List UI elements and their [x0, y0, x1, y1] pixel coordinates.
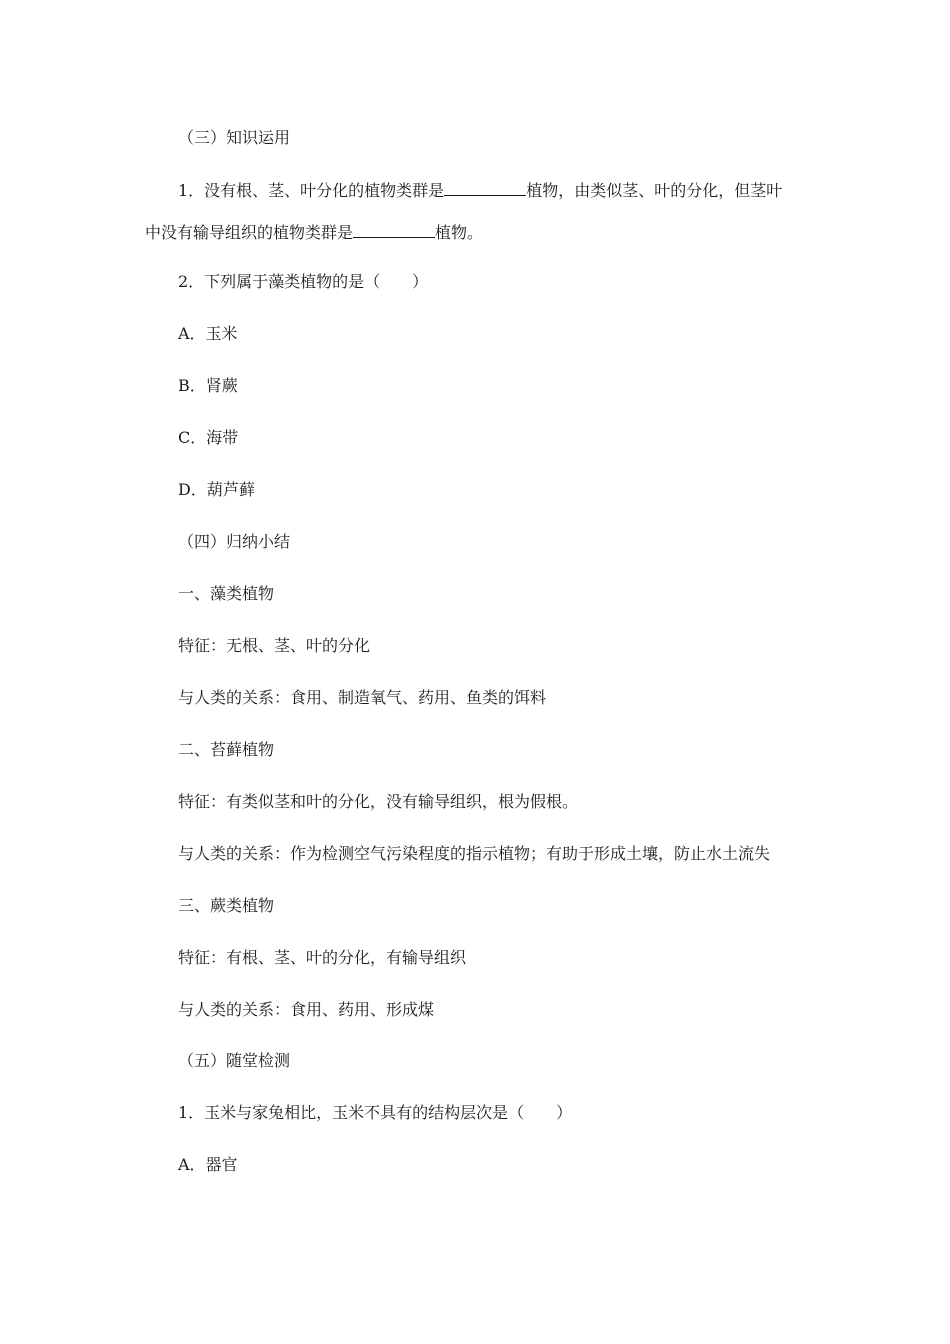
- question-2-option-b: B．肾蕨: [178, 376, 238, 395]
- question-1-line-1: [178, 179, 782, 202]
- section-heading-summary: （四）归纳小结: [178, 532, 291, 551]
- test-question-1: 1．玉米与家兔相比，玉米不具有的结构层次是（ ）: [178, 1103, 573, 1122]
- answer-blank-1[interactable]: [444, 179, 526, 196]
- question-1-text-c: 中没有输导组织的植物类群是: [145, 223, 354, 242]
- fern-relation: 与人类的关系：食用、药用、形成煤: [178, 1000, 435, 1019]
- answer-blank-2[interactable]: [353, 221, 435, 238]
- moss-relation: 与人类的关系：作为检测空气污染程度的指示植物；有助于形成土壤，防止水土流失: [178, 844, 771, 863]
- question-2: 2．下列属于藻类植物的是（ ）: [178, 272, 429, 291]
- section-heading-knowledge-application: （三）知识运用: [178, 128, 291, 147]
- algae-title: 一、藻类植物: [178, 584, 275, 603]
- moss-title: 二、苔藓植物: [178, 740, 275, 759]
- question-1-text-d: 植物。: [435, 223, 484, 242]
- algae-feature: 特征：无根、茎、叶的分化: [178, 636, 371, 655]
- fern-title: 三、蕨类植物: [178, 896, 275, 915]
- question-1-text-a: 1．没有根、茎、叶分化的植物类群是: [178, 181, 445, 200]
- fern-feature: 特征：有根、茎、叶的分化，有输导组织: [178, 948, 467, 967]
- section-heading-in-class-test: （五）随堂检测: [178, 1051, 291, 1070]
- question-2-option-c: C．海带: [178, 428, 239, 447]
- question-1-line-2: [145, 221, 483, 244]
- algae-relation: 与人类的关系：食用、制造氧气、药用、鱼类的饵料: [178, 688, 547, 707]
- question-1-text-b: 植物，由类似茎、叶的分化，但茎叶: [526, 181, 783, 200]
- test-question-1-option-a: A．器官: [178, 1155, 238, 1174]
- question-2-option-d: D．葫芦藓: [178, 480, 255, 499]
- question-2-option-a: A．玉米: [178, 324, 238, 343]
- moss-feature: 特征：有类似茎和叶的分化，没有输导组织，根为假根。: [178, 792, 579, 811]
